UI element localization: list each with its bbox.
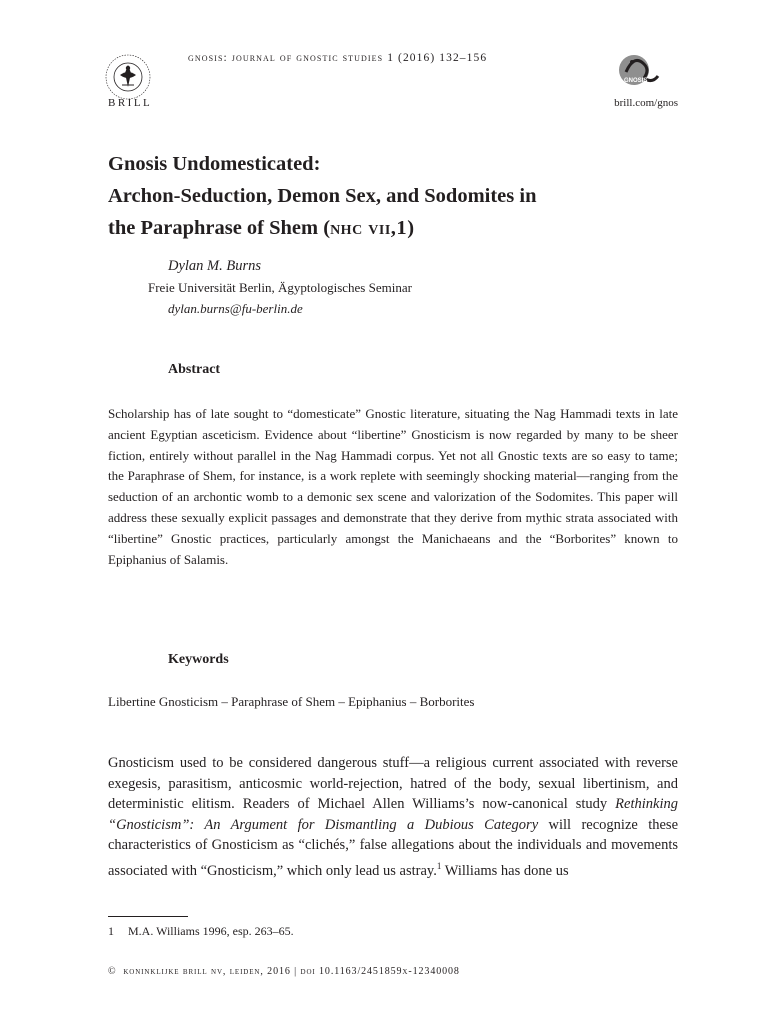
copyright-line [108, 966, 460, 977]
copyright-symbol: © [108, 966, 117, 977]
cited-book-title: Rethinking “Gnosticism”: An Argument for Dismantling a Dubious Category [108, 796, 678, 833]
title-line-3-prefix: the Paraphrase of Shem ( [108, 217, 331, 239]
article-title [108, 148, 688, 244]
title-line-3 [108, 212, 688, 244]
title-codex-ref: nhc vii,1 [330, 217, 408, 239]
publisher-name: BRILL [108, 97, 153, 109]
gnosis-logo-text: GNOSIS [624, 78, 648, 84]
title-line-2: Archon-Seduction, Demon Sex, and Sodomites in [108, 185, 537, 207]
journal-website[interactable]: brill.com/gnos [614, 97, 678, 109]
footnote-number: 1 [108, 924, 114, 938]
keywords-list: Libertine Gnosticism – Paraphrase of Shem – Epiphanius – Borborites [108, 694, 475, 709]
title-line-1: Gnosis Undomesticated: [108, 153, 321, 175]
author-name: Dylan M. Burns [168, 258, 262, 274]
footnote [108, 924, 294, 939]
body-text-part-c: Williams has done us [441, 862, 569, 879]
body-text-part-a: Gnosticism used to be considered dangerous stuff—a religious current associated with reverse exegesis, parasitism, anticosmic world-rejection, hatred of the body, sexual libertinism, and deterministic elitism. Readers of Michael Allen Williams’s now-canonical study [108, 755, 678, 813]
footnote-divider [108, 916, 188, 917]
abstract-text: Scholarship has of late sought to “domesticate” Gnostic literature, situating the Nag Hammadi texts in late ancient Egyptian asceticism. Evidence about “libertine” Gnosticism is now regarded by many to be sheer fiction, entirely without parallel in the Nag Hammadi corpus. Yet not all Gnostic texts are so easy to tame; the Paraphrase of Shem, for instance, is a work replete with seemingly shocking material—ranging from the seduction of an archontic womb to a demonic sex scene and valorization of the Sodomites. This paper will address these sexually explicit passages and demonstrate that they derive from mythic strata associated with “libertine” Gnostic practices, particularly amongst the Manichaeans and the “Borborites” known to Epiphanius of Salamis. [108, 406, 678, 567]
author-email[interactable]: dylan.burns@fu-berlin.de [168, 301, 303, 316]
keywords-heading: Keywords [168, 652, 229, 667]
gnosis-journal-logo [612, 48, 676, 90]
author-affiliation: Freie Universität Berlin, Ägyptologisches Seminar [148, 280, 412, 295]
body-paragraph [108, 753, 678, 881]
copyright-text: koninklijke brill nv, leiden, 2016 | doi 10.1163/2451859x-12340008 [123, 966, 460, 977]
title-line-3-suffix: ) [407, 217, 415, 239]
footnote-text: M.A. Williams 1996, esp. 263–65. [128, 924, 294, 938]
abstract-heading: Abstract [168, 362, 221, 377]
journal-citation: gnosis: journal of gnostic studies 1 (2016) 132–156 [188, 52, 488, 64]
footnote-reference[interactable]: 1 [436, 860, 442, 871]
body-text-part-b: will recognize these characteristics of Gnosticism as “clichés,” false allegations about the individuals and movements associated with “Gnosticism,” which only lead us astray. [108, 816, 679, 879]
